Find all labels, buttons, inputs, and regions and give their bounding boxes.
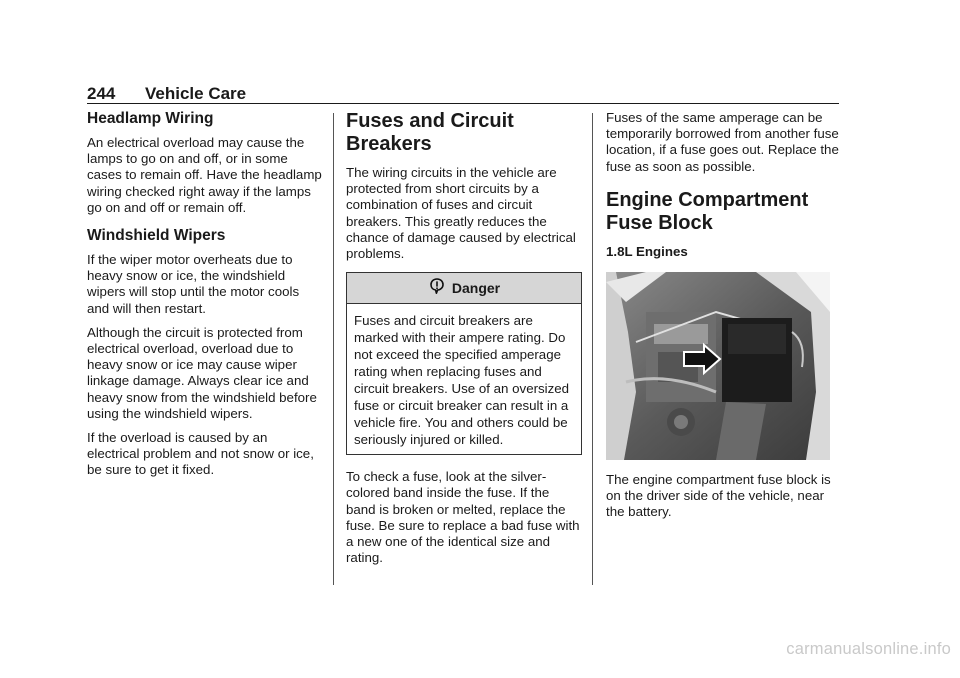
column-middle [346,110,582,574]
danger-notice [346,272,582,455]
wipers-paragraph-1: If the wiper motor overheats due to heavy snow or ice, the windshield wipers will stop until the motor cools and will then restart. [87,252,300,316]
fuse-block-location-caption: The engine compartment fuse block is on the driver side of the vehicle, near the battery. [606,471,831,520]
danger-header [347,273,581,304]
borrow-fuse-text: Fuses of the same amperage can be temporarily borrowed from another fuse location, if a fuse goes out. Replace the fuse as soon as possible. [606,110,839,174]
wipers-paragraph-3: If the overload is caused by an electrical problem and not snow or ice, be sure to get it fixed. [87,430,314,478]
windshield-wipers-heading: Windshield Wipers [87,227,226,245]
danger-text: Fuses and circuit breakers are marked with their ampere rating. Do not exceed the specified amperage rating when replacing fuses and circuit breakers. Use of an oversized fuse or circuit breaker can result in a vehicle fire. You and others could be seriously injured or killed. [354,313,570,448]
check-fuse-text: To check a fuse, look at the silver-colored band inside the fuse. If the band is broken or melted, replace the fuse. Be sure to replace a bad fuse with a new one of the identical size and rating. [346,469,580,566]
engine-compartment-photo [606,272,830,460]
column-divider [333,113,334,585]
section-title: Vehicle Care [145,84,247,103]
headlamp-wiring-heading: Headlamp Wiring [87,110,214,127]
column-right [606,110,840,528]
column-divider [592,113,593,585]
fuses-intro-text: The wiring circuits in the vehicle are protected from short circuits by a combination of fuses and circuit breakers. This greatly reduces the chance of damage caused by electrical problems. [346,165,576,262]
fuses-circuit-breakers-heading: Fuses and Circuit Breakers [346,110,514,155]
page-header [87,84,839,104]
page-number: 244 [87,84,116,103]
engine-compartment-fuse-block-heading: Engine Compartment Fuse Block [606,188,809,234]
header-rule [87,103,839,104]
engine-subheading: 1.8L Engines [606,243,688,259]
headlamp-wiring-text: An electrical overload may cause the lamps to go on and off, or in some cases to remain off. Have the headlamp wiring checked right away if the lamps go on and off or remain off. [87,135,322,215]
warning-icon [428,277,446,300]
wipers-paragraph-2: Although the circuit is protected from electrical overload, overload due to heavy snow or ice may cause wiper linkage damage. Always clear ice and heavy snow from the windshield before using the windshield wipers. [87,324,317,421]
watermark: carmanualsonline.info [786,640,951,658]
column-left [87,110,322,487]
danger-title: Danger [451,280,501,297]
